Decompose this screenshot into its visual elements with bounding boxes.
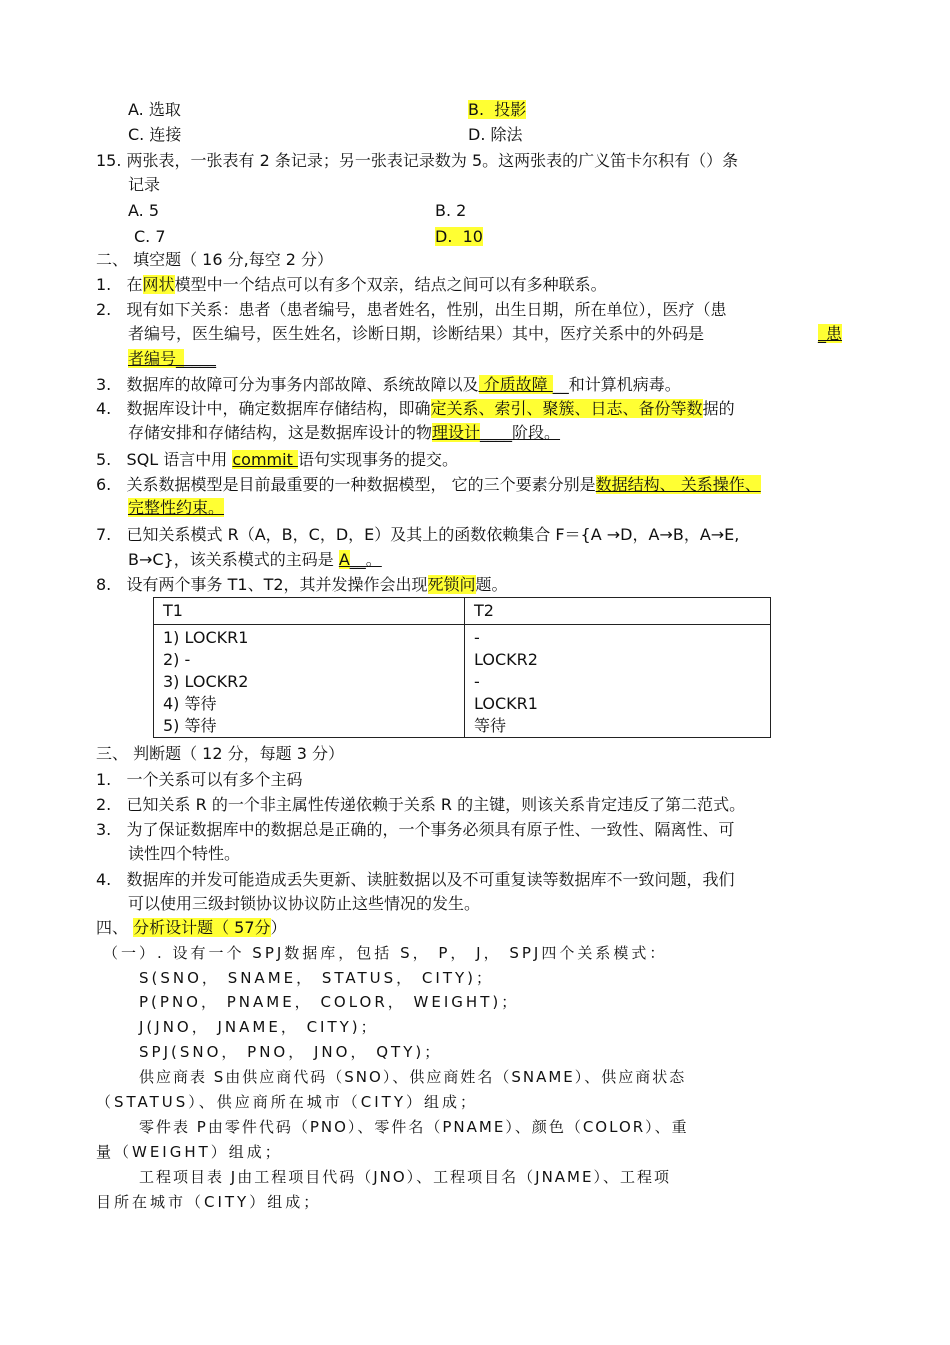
desc-s-line1: 供应商表 S由供应商代码（SNO）、供应商姓名（SNAME）、供应商状态 — [139, 1068, 687, 1086]
s3-q4-line1: 4. 数据库的并发可能造成丢失更新、读脏数据以及不可重复读等数据库不一致问题，我们 — [96, 870, 735, 889]
t1-step: 3) LOCKR2 — [163, 672, 249, 691]
section2-title: 二、 填空题（ 16 分,每空 2 分） — [96, 250, 334, 269]
q15-option-b: B. 2 — [435, 201, 467, 220]
s2-q4-line2: 存储安排和存储结构，这是数据库设计的物理设计____阶段。 — [128, 423, 561, 442]
q15-text-line2: 记录 — [128, 175, 161, 194]
s2-q6-answer: 数据结构、 关系操作、 — [595, 475, 761, 494]
table-header-row — [154, 598, 771, 625]
q15-text-line1: 15. 两张表，一张表有 2 条记录；另一张表记录数为 5。这两张表的广义笛卡尔积有（）条 — [96, 151, 739, 170]
s2-q5: 5. SQL 语言中用 commit 语句实现事务的提交。 — [96, 450, 458, 469]
q14-b-text: 投影 — [494, 100, 527, 119]
desc-j-line2: 目所在城市（CITY）组成； — [96, 1193, 322, 1211]
s2-q2-line1: 2. 现有如下关系：患者（患者编号，患者姓名，性别，出生日期，所在单位），医疗（患 — [96, 300, 727, 319]
desc-p-line2: 量（WEIGHT）组成； — [96, 1143, 283, 1161]
t2-step: LOCKR2 — [474, 650, 538, 669]
t2-step: - — [474, 628, 480, 647]
s3-q2: 2. 已知关系 R 的一个非主属性传递依赖于关系 R 的主键，则该关系肯定违反了第二范式。 — [96, 795, 746, 814]
desc-s-line2: （STATUS）、供应商所在城市（CITY）组成； — [96, 1093, 479, 1111]
table-row — [154, 625, 771, 738]
s2-q1: 1. 在网状模型中一个结点可以有多个双亲，结点之间可以有多种联系。 — [96, 275, 607, 294]
s2-q2-line2: 者编号，医生编号，医生姓名，诊断日期，诊断结果）其中，医疗关系中的外码是 — [128, 324, 705, 343]
s2-q7-line2: B→C}，该关系模式的主码是 A__。 — [128, 550, 382, 569]
desc-j-line1: 工程项目表 J由工程项目代码（JNO）、工程项目名（JNAME）、工程项 — [139, 1168, 671, 1186]
q14-option-c: C. 连接 — [128, 125, 182, 144]
table-header-t1: T1 — [154, 598, 465, 625]
s2-q5-answer: commit — [232, 450, 298, 469]
q15-option-c: C. 7 — [134, 227, 166, 246]
s2-q8-answer: 死锁问 — [427, 575, 476, 594]
s3-q3-line1: 3. 为了保证数据库中的数据总是正确的，一个事务必须具有原子性、一致性、隔离性、可 — [96, 820, 735, 839]
q15-option-a: A. 5 — [128, 201, 160, 220]
t1-step: 1) LOCKR1 — [163, 628, 249, 647]
q15-option-d — [435, 226, 483, 248]
s2-q2-answer-part2: 者编号_____ — [128, 349, 217, 368]
s2-q4-line1: 4. 数据库设计中，确定数据库存储结构，即确定关系、索引、聚簇、日志、备份等数据的 — [96, 399, 735, 418]
section4-intro: （一）. 设有一个 SPJ数据库，包括 S， P， J， SPJ四个关系模式： — [103, 944, 668, 962]
schema-j: J(JNO， JNAME， CITY)； — [139, 1018, 379, 1036]
t1-step: 5) 等待 — [163, 716, 217, 735]
q14-b-letter: B. — [468, 100, 485, 119]
section3-title: 三、 判断题（ 12 分，每题 3 分） — [96, 744, 344, 763]
t1-column — [154, 625, 465, 738]
s2-q3: 3. 数据库的故障可分为事务内部故障、系统故障以及 介质故障 __和计算机病毒。 — [96, 375, 681, 394]
q15-d-letter: D. — [435, 227, 453, 246]
q14-option-a: A. 选取 — [128, 100, 181, 119]
s2-q6-line2: 完整性约束。 — [128, 498, 225, 517]
s2-q8: 8. 设有两个事务 T1、T2，其并发操作会出现死锁问题。 — [96, 575, 508, 594]
s2-q6-line1: 6. 关系数据模型是目前最重要的一种数据模型， 它的三个要素分别是数据结构、 关系操作、 — [96, 475, 761, 494]
s2-q3-answer: 介质故障 — [478, 375, 553, 394]
s2-q4-answer2: 理设计 — [432, 423, 481, 442]
schema-s: S(SNO， SNAME， STATUS， CITY)； — [139, 969, 495, 987]
s2-q7-line1: 7. 已知关系模式 R（A，B，C，D，E）及其上的函数依赖集合 F＝{A →D，A→B，A→E, — [96, 525, 740, 544]
t2-step: 等待 — [474, 716, 507, 735]
s3-q3-line2: 读性四个特性。 — [128, 844, 241, 863]
s3-q4-line2: 可以使用三级封锁协议协议防止这些情况的发生。 — [128, 894, 481, 913]
q15-d-text: 10 — [462, 227, 483, 246]
t2-column — [465, 625, 771, 738]
q14-option-d: D. 除法 — [468, 125, 523, 144]
s2-q1-answer: 网状 — [142, 275, 175, 294]
t2-step: LOCKR1 — [474, 694, 538, 713]
s2-q4-answer: 定关系、索引、聚簇、日志、备份等数 — [430, 399, 703, 418]
s2-q2-answer-part1: _患 — [818, 324, 843, 343]
t2-step: - — [474, 672, 480, 691]
desc-p-line1: 零件表 P由零件代码（PNO）、零件名（PNAME）、颜色（COLOR）、重 — [139, 1118, 689, 1136]
t1-step: 2) - — [163, 650, 191, 669]
schema-p: P(PNO， PNAME， COLOR， WEIGHT)； — [139, 993, 520, 1011]
schema-spj: SPJ(SNO， PNO， JNO， QTY)； — [139, 1043, 443, 1061]
q14-option-b — [468, 99, 526, 121]
transaction-table — [153, 597, 771, 738]
t1-step: 4) 等待 — [163, 694, 217, 713]
s3-q1: 1. 一个关系可以有多个主码 — [96, 770, 303, 789]
section4-title: 四、 分析设计题（ 57分） — [96, 918, 287, 937]
s2-q7-answer: A — [338, 550, 350, 569]
section4-title-highlight: 分析设计题（ 57分 — [133, 918, 271, 937]
table-header-t2: T2 — [465, 598, 771, 625]
